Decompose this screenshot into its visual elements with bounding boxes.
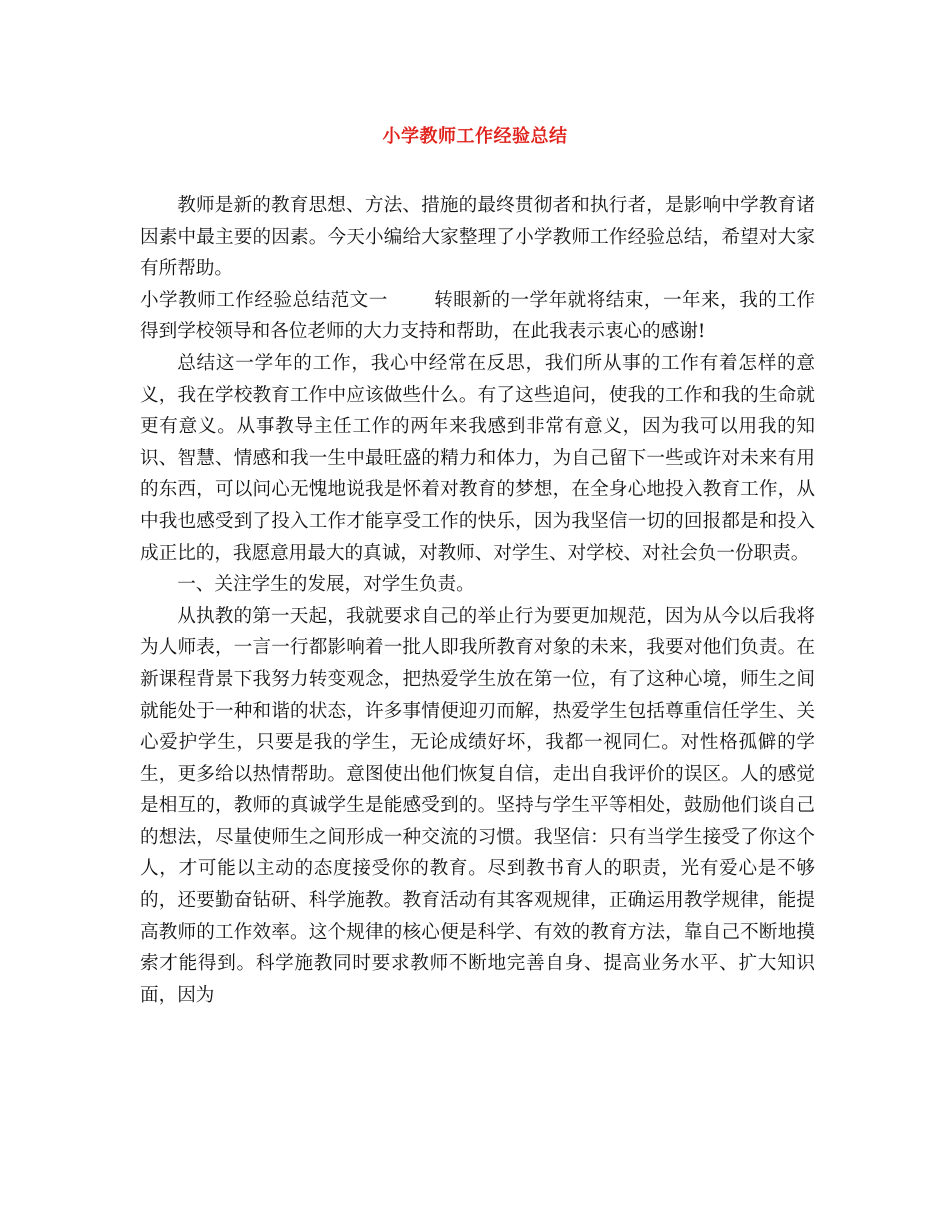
intro-paragraph: 教师是新的教育思想、方法、措施的最终贯彻者和执行者，是影响中学教育诸因素中最主要的因素。今天小编给大家整理了小学教师工作经验总结，希望对大家有所帮助。: [140, 195, 815, 280]
body-paragraph-2: 从执教的第一天起，我就要求自己的举止行为要更加规范，因为从今以后我将为人师表，一言一行都影响着一批人即我所教育对象的未来，我要对他们负责。在新课程背景下我努力转变观念，把热爱学生放在第一位，有了这种心境，师生之间就能处于一种和谐的状态，许多事情便迎刃而解，热爱学生包括尊重信任学生、关心爱护学生，只要是我的学生，无论成绩好坏，我都一视同仁。对性格孤僻的学生，更多给以热情帮助。意图使出他们恢复自信，走出自我评价的误区。人的感觉是相互的，教师的真诚学生是能感受到的。坚持与学生平等相处，鼓励他们谈自己的想法，尽量使师生之间形成一种交流的习惯。我坚信：只有当学生接受了你这个人，才可能以主动的态度接受你的教育。尽到教书育人的职责，光有爱心是不够的，还要勤奋钻研、科学施教。教育活动有其客观规律，正确运用教学规律，能提高教师的工作效率。这个规律的核心便是科学、有效的教育方法，靠自己不断地摸索才能得到。科学施教同时要求教师不断地完善自身、提高业务水平、扩大知识面，因为: [140, 605, 815, 1006]
sample-heading: 小学教师工作经验总结范文一: [140, 289, 388, 311]
document-title: 小学教师工作经验总结: [382, 126, 568, 147]
section-heading-1: 一、关注学生的发展，对学生负责。: [177, 574, 475, 596]
sample-paragraph: [140, 285, 815, 348]
body-paragraph-1: 总结这一学年的工作，我心中经常在反思，我们所从事的工作有着怎样的意义，我在学校教育工作中应该做些什么。有了这些追问，使我的工作和我的生命就更有意义。从事教导主任工作的两年来我感到非常有意义，因为我可以用我的知识、智慧、情感和我一生中最旺盛的精力和体力，为自己留下一些或许对未来有用的东西，可以问心无愧地说我是怀着对教育的梦想，在全身心地投入教育工作，从中我也感受到了投入工作才能享受工作的快乐，因为我坚信一切的回报都是和投入成正比的，我愿意用最大的真诚，对教师、对学生、对学校、对社会负一份职责。: [140, 352, 815, 564]
sample-opening: 转眼新的一学年就将结束，一年来，我的工作得到学校领导和各位老师的大力支持和帮助，在此我表示衷心的感谢!: [140, 289, 815, 343]
document-body: [140, 190, 815, 1011]
